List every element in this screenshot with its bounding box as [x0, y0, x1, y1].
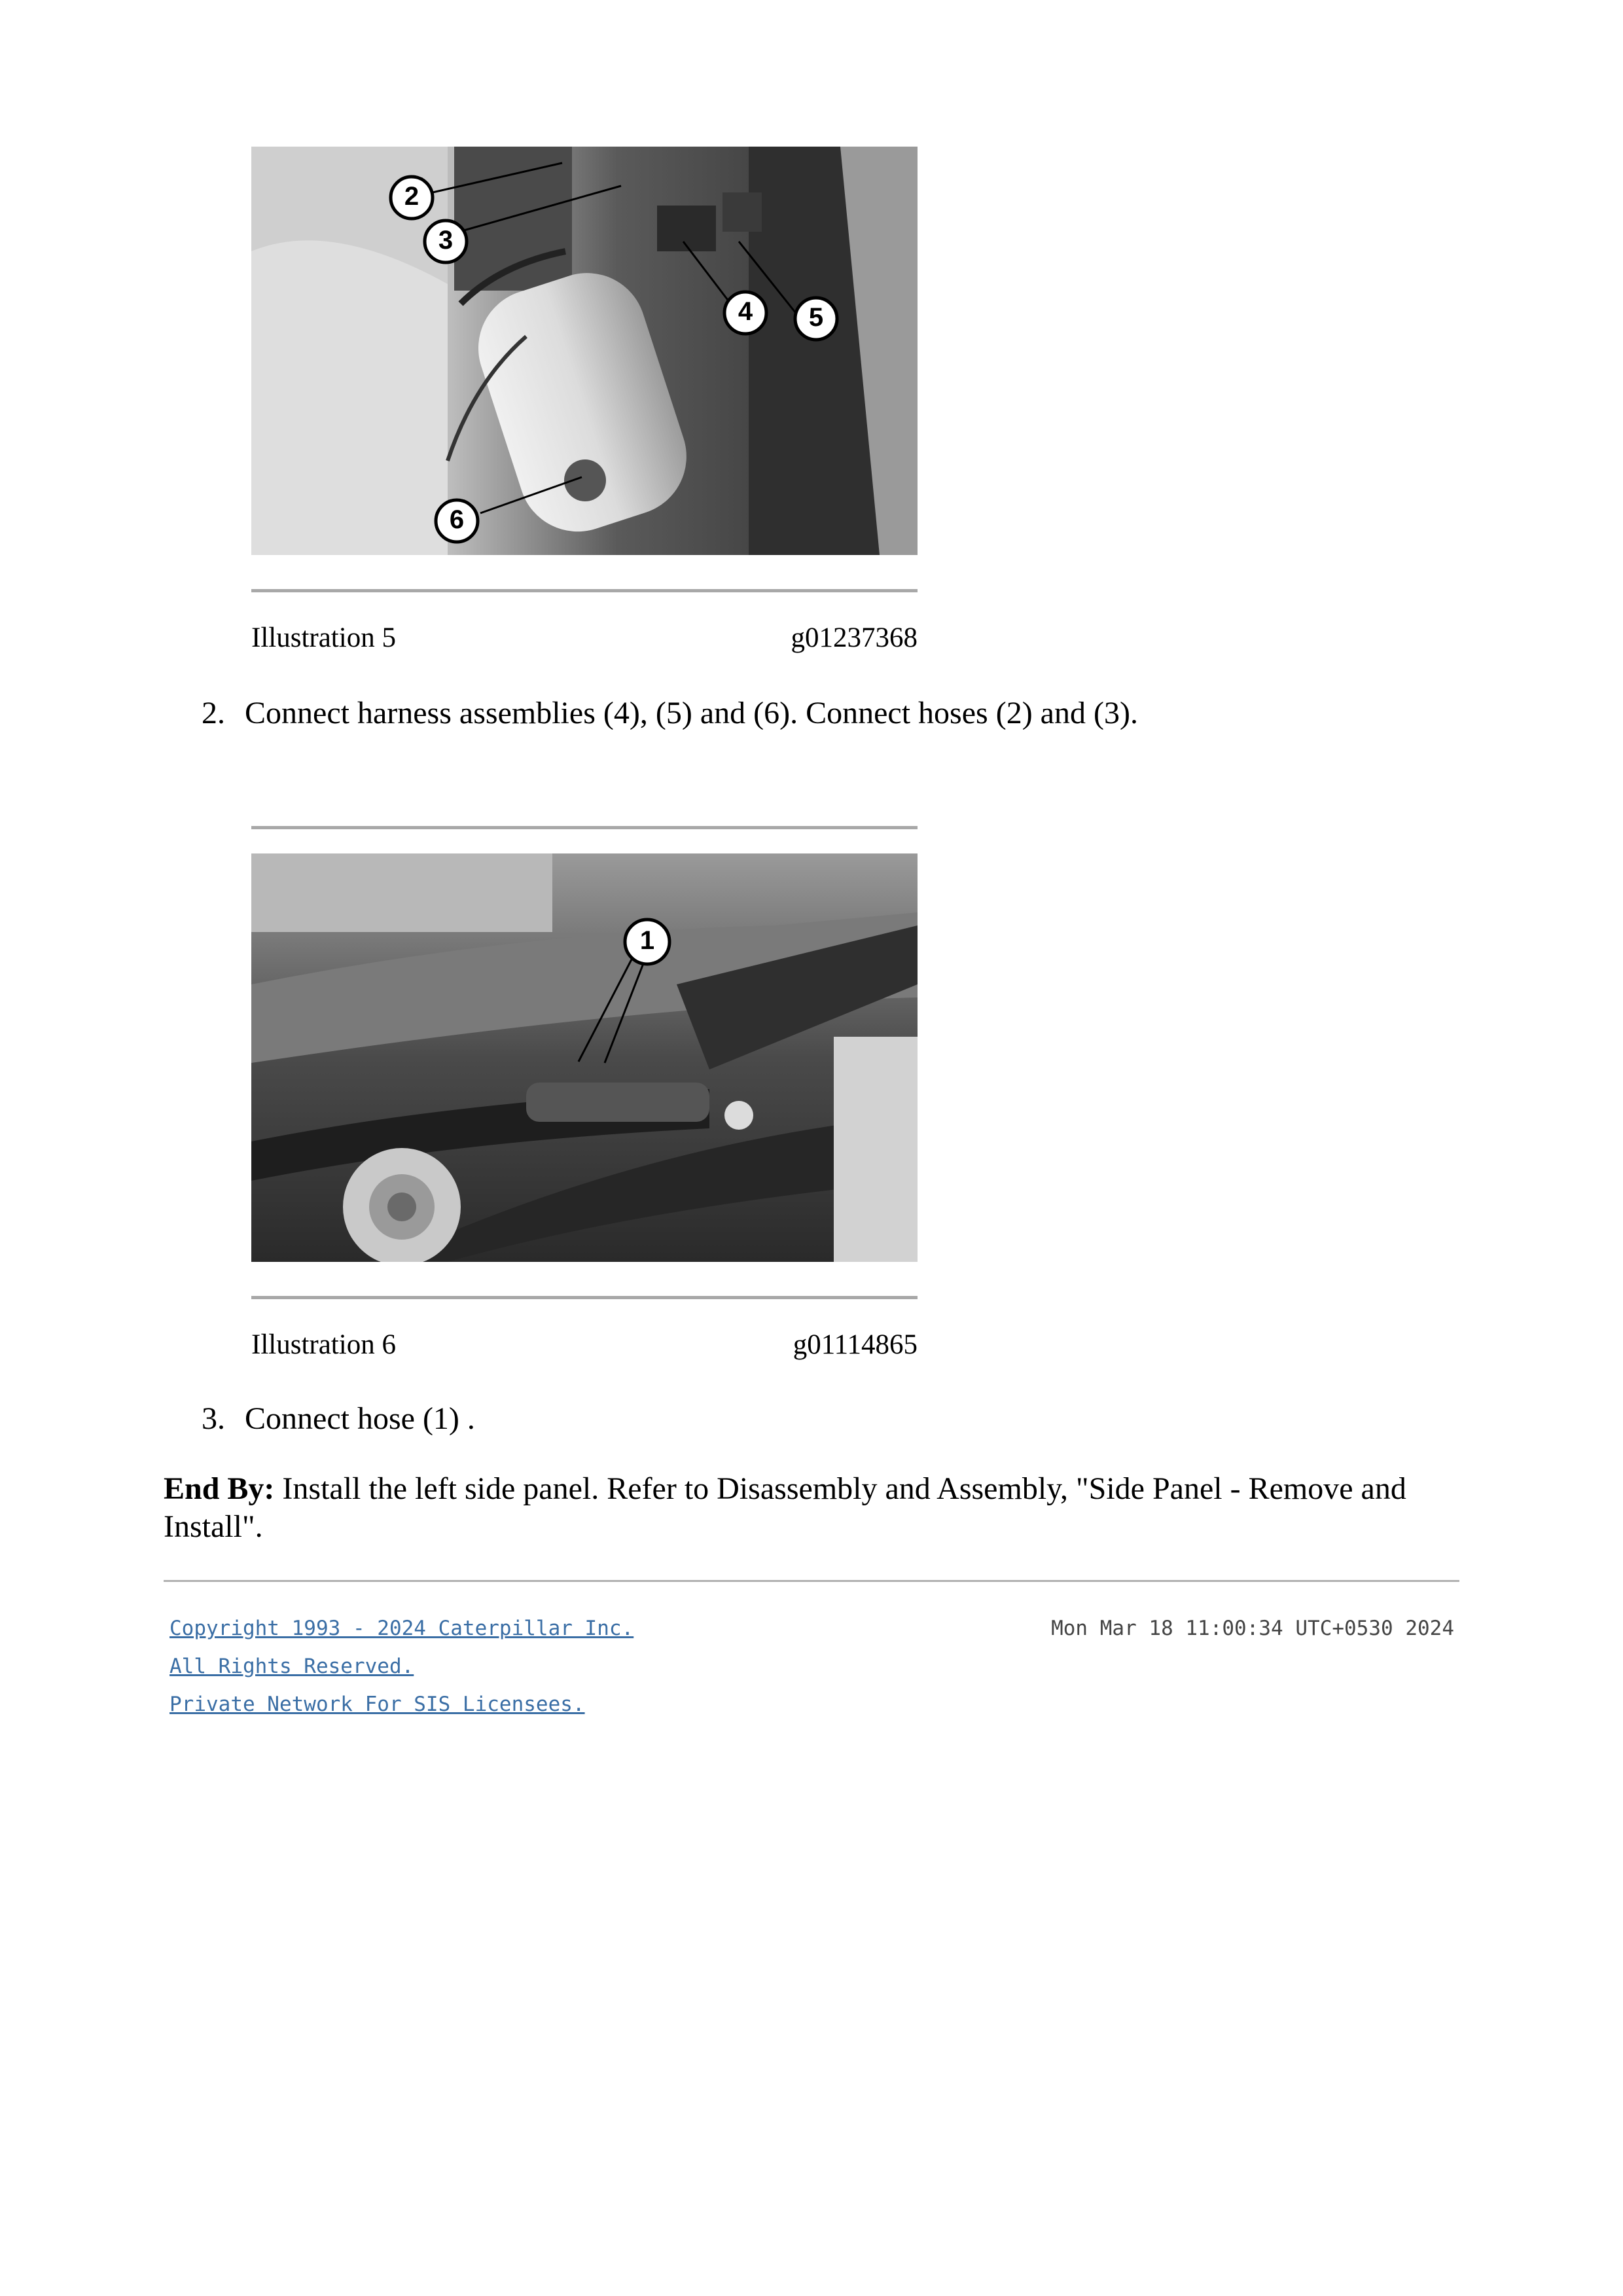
end-by-text: Install the left side panel. Refer to Disassembly and Assembly, "Side Panel - Remove and Install". — [164, 1471, 1406, 1544]
callout-2: 2 — [404, 182, 419, 211]
illustration-5-callouts — [251, 147, 918, 555]
callout-4: 4 — [738, 297, 753, 326]
illustration-6-rule — [251, 1296, 918, 1299]
callout-5: 5 — [808, 303, 824, 332]
end-by-label: End By: — [164, 1471, 275, 1506]
illustration-5-caption — [251, 622, 918, 655]
illustration-6-caption — [251, 1329, 918, 1361]
step-3 — [202, 1401, 475, 1437]
end-by-paragraph — [164, 1470, 1459, 1546]
callout-3: 3 — [438, 226, 454, 255]
step-2-number: 2. — [202, 696, 225, 730]
illustration-6-top-rule — [251, 826, 918, 829]
rights-link[interactable]: All Rights Reserved. — [169, 1655, 414, 1678]
step-2 — [202, 695, 1138, 732]
step-3-number: 3. — [202, 1401, 225, 1436]
callout-1: 1 — [639, 926, 655, 955]
private-network-link[interactable]: Private Network For SIS Licensees. — [169, 1693, 585, 1716]
step-2-text: Connect harness assemblies (4), (5) and (6). Connect hoses (2) and (3). — [245, 696, 1138, 730]
callout-6: 6 — [449, 505, 465, 534]
illustration-6-label: Illustration 6 — [251, 1329, 396, 1360]
illustration-6-callouts — [251, 853, 918, 1262]
illustration-5-code: g01237368 — [791, 622, 918, 653]
footer-divider — [164, 1580, 1459, 1582]
illustration-5-label: Illustration 5 — [251, 622, 396, 653]
illustration-6-code: g01114865 — [793, 1329, 918, 1360]
copyright-link[interactable]: Copyright 1993 - 2024 Caterpillar Inc. — [169, 1617, 634, 1640]
footer-timestamp: Mon Mar 18 11:00:34 UTC+0530 2024 — [1051, 1617, 1454, 1640]
illustration-5-rule — [251, 589, 918, 592]
step-3-text: Connect hose (1) . — [245, 1401, 475, 1436]
